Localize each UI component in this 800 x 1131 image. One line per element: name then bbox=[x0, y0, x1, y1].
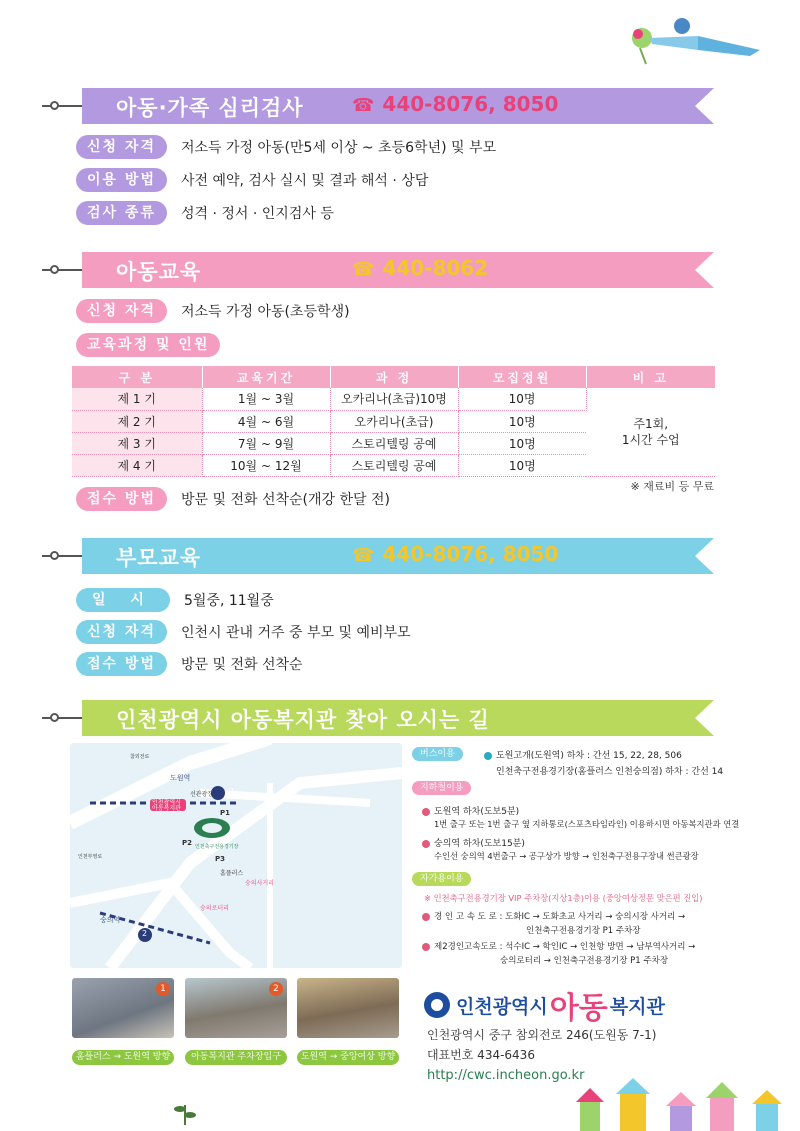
row-value: 사전 예약, 검사 실시 및 결과 해석 · 상담 bbox=[180, 173, 429, 189]
car-note: ※ 인천축구전용경기장 VIP 주차장(지상1층)이용 (중앙여상정문 맞은편 진입) bbox=[424, 893, 703, 903]
city-emblem-icon bbox=[424, 992, 450, 1018]
car-route: 제2경인고속도로 : 석수IC → 학인IC → 인천항 방면 → 남부역사거리 → bbox=[422, 940, 695, 952]
info-row bbox=[76, 332, 220, 358]
bullet-icon bbox=[422, 840, 430, 848]
map-roads bbox=[70, 743, 402, 968]
info-row bbox=[76, 587, 274, 613]
table-cell: 스토리텔링 공예 bbox=[330, 432, 458, 454]
org-logo: 인천광역시 아동 복지관 bbox=[424, 983, 665, 1027]
bullet-icon bbox=[422, 913, 430, 921]
info-row bbox=[76, 298, 350, 324]
photo-caption: 도원역 → 중앙여상 방향 bbox=[297, 1050, 399, 1065]
table-cell: 10명 bbox=[458, 432, 586, 454]
org-url[interactable]: http://cwc.incheon.go.kr bbox=[427, 1068, 585, 1083]
subway-desc: 수인선 숭의역 4번출구 → 공구상가 방향 → 인천축구전용구장내 썬큰광장 bbox=[434, 851, 699, 861]
car-route-cont: 숭의로터리 → 인천축구전용경기장 P1 주차장 bbox=[500, 956, 669, 966]
row-value: 방문 및 전화 선착순(개강 한달 전) bbox=[180, 492, 390, 508]
info-row bbox=[76, 134, 496, 160]
row-label: 신청 자격 bbox=[76, 299, 167, 323]
info-row bbox=[76, 651, 303, 677]
phone-number: ☎ 440-8076, 8050 bbox=[352, 542, 559, 566]
section-title: 부모교육 bbox=[116, 546, 202, 570]
bullet-icon bbox=[484, 752, 492, 760]
row-value: 방문 및 전화 선착순 bbox=[180, 657, 303, 673]
map-label-p1: P1 bbox=[220, 809, 231, 817]
section-psych-test-banner bbox=[0, 88, 714, 124]
table-header: 모집정원 bbox=[458, 366, 586, 388]
bus-line: 인천축구전용경기장(홈플러스 인천숭의점) 하차 : 간선 14 bbox=[496, 767, 724, 777]
table-cell: 4월 ~ 6월 bbox=[202, 410, 330, 432]
map-label-stadium: 인천축구전용경기장 bbox=[195, 844, 239, 850]
info-row bbox=[76, 167, 428, 193]
map-label-p3: P3 bbox=[215, 855, 226, 863]
table-cell: 스토리텔링 공예 bbox=[330, 454, 458, 476]
table-header: 과 정 bbox=[330, 366, 458, 388]
car-route: 경 인 고 속 도 로 : 도화IC → 도화초교 사거리 → 숭의시장 사거리 → bbox=[422, 910, 685, 922]
telephone-icon: ☎ bbox=[352, 259, 375, 280]
row-value: 저소득 가정 아동(만5세 이상 ~ 초등6학년) 및 부모 bbox=[180, 140, 497, 156]
section-child-edu-banner bbox=[0, 252, 714, 288]
map-label-homeplus: 홈플러스 bbox=[220, 870, 244, 877]
section-title: 아동·가족 심리검사 bbox=[116, 96, 304, 120]
map-label-p2: P2 bbox=[182, 839, 193, 847]
map-label-rotary: 숭의로터리 bbox=[200, 905, 229, 912]
row-value: 인천시 관내 거주 중 부모 및 예비부모 bbox=[180, 625, 411, 641]
table-header: 교육기간 bbox=[202, 366, 330, 388]
education-table bbox=[72, 366, 715, 477]
table-cell: 10명 bbox=[458, 388, 586, 410]
table-cell: 제 2 기 bbox=[72, 410, 202, 432]
info-row bbox=[76, 200, 334, 226]
row-value: 저소득 가정 아동(초등학생) bbox=[180, 304, 350, 320]
subway-item: 도원역 하차(도보5분) bbox=[422, 804, 519, 817]
map-label-dowon: 도원역 bbox=[170, 774, 191, 782]
photo-badge: 1 bbox=[156, 982, 170, 996]
map-label-sungui: 숭의역 bbox=[100, 916, 121, 924]
map-label-road: 참외전로 bbox=[130, 754, 150, 760]
subway-tag: 지하철이용 bbox=[412, 781, 471, 795]
bullet-icon bbox=[422, 808, 430, 816]
photo-parking bbox=[185, 978, 287, 1038]
row-label: 신청 자격 bbox=[76, 135, 167, 159]
map-center-label: 인천광역시 아동복지관 bbox=[152, 799, 181, 812]
telephone-icon: ☎ bbox=[352, 545, 375, 566]
table-cell: 10월 ~ 12월 bbox=[202, 454, 330, 476]
org-address: 인천광역시 중구 참외전로 246(도원동 7-1) bbox=[427, 1028, 657, 1042]
table-cell: 오카리나(초급)10명 bbox=[330, 388, 458, 410]
table-cell: 10명 bbox=[458, 410, 586, 432]
phone-number: ☎ 440-8076, 8050 bbox=[352, 92, 559, 116]
table-cell: 제 3 기 bbox=[72, 432, 202, 454]
table-header: 구 분 bbox=[72, 366, 202, 388]
row-label: 일 시 bbox=[76, 588, 170, 612]
photo-road bbox=[297, 978, 399, 1038]
table-cell: 7월 ~ 9월 bbox=[202, 432, 330, 454]
phone-number: ☎ 440-8062 bbox=[352, 256, 489, 280]
table-header: 비 고 bbox=[586, 366, 715, 388]
table-cell: 오카리나(초급) bbox=[330, 410, 458, 432]
bus-line: 도원고개(도원역) 하차 : 간선 15, 22, 28, 506 bbox=[484, 748, 682, 761]
section-title: 인천광역시 아동복지관 찾아 오시는 길 bbox=[116, 708, 490, 732]
info-row bbox=[76, 486, 390, 512]
row-label: 접수 방법 bbox=[76, 652, 167, 676]
row-value: 성격 · 정서 · 인지검사 등 bbox=[180, 206, 334, 222]
car-tag: 자가용이용 bbox=[412, 872, 471, 886]
row-value: 5월중, 11월중 bbox=[184, 593, 274, 609]
photo-homeplus bbox=[72, 978, 174, 1038]
photo-caption: 아동복지관 주차장입구(P1) bbox=[185, 1050, 287, 1065]
map-label-road: 인천부영로 bbox=[78, 854, 103, 860]
table-remark: 주1회, 1시간 수업 bbox=[586, 388, 715, 476]
location-map bbox=[70, 743, 402, 968]
photo-badge: 2 bbox=[269, 982, 283, 996]
windsock-decoration bbox=[620, 12, 770, 72]
car-route-cont: 인천축구전용경기장 P1 주차장 bbox=[526, 926, 641, 936]
row-label: 교육과정 및 인원 bbox=[76, 333, 220, 357]
map-station-num: 1 bbox=[230, 787, 236, 796]
row-label: 검사 종류 bbox=[76, 201, 167, 225]
table-note: ※ 재료비 등 무료 bbox=[630, 480, 714, 493]
table-cell: 1월 ~ 3월 bbox=[202, 388, 330, 410]
section-parent-edu-banner bbox=[0, 538, 714, 574]
table-cell: 제 4 기 bbox=[72, 454, 202, 476]
section-title: 아동교육 bbox=[116, 260, 202, 284]
row-label: 이용 방법 bbox=[76, 168, 167, 192]
bus-tag: 버스이용 bbox=[412, 747, 463, 761]
sprout-decoration bbox=[170, 1095, 200, 1125]
subway-desc: 1번 출구 또는 1번 출구 옆 지하통로(스포츠타임라인) 이용하시면 아동복지관과 연결 bbox=[434, 819, 740, 829]
map-label-sungui-st: 숭의사거리 bbox=[245, 880, 274, 887]
org-phone: 대표번호 434-6436 bbox=[427, 1048, 535, 1062]
houses-decoration bbox=[560, 1062, 800, 1131]
telephone-icon: ☎ bbox=[352, 95, 375, 116]
table-row bbox=[72, 388, 715, 410]
info-row bbox=[76, 619, 411, 645]
table-cell: 제 1 기 bbox=[72, 388, 202, 410]
section-directions-banner bbox=[0, 700, 714, 736]
subway-item: 숭의역 하차(도보15분) bbox=[422, 836, 525, 849]
row-label: 접수 방법 bbox=[76, 487, 167, 511]
photo-caption: 홈플러스 → 도원역 방향 bbox=[72, 1050, 174, 1065]
table-cell: 10명 bbox=[458, 454, 586, 476]
map-station-num: 2 bbox=[142, 929, 148, 938]
bullet-icon bbox=[422, 943, 430, 951]
row-label: 신청 자격 bbox=[76, 620, 167, 644]
map-label-sunkyung: 선관광장 bbox=[190, 791, 214, 798]
